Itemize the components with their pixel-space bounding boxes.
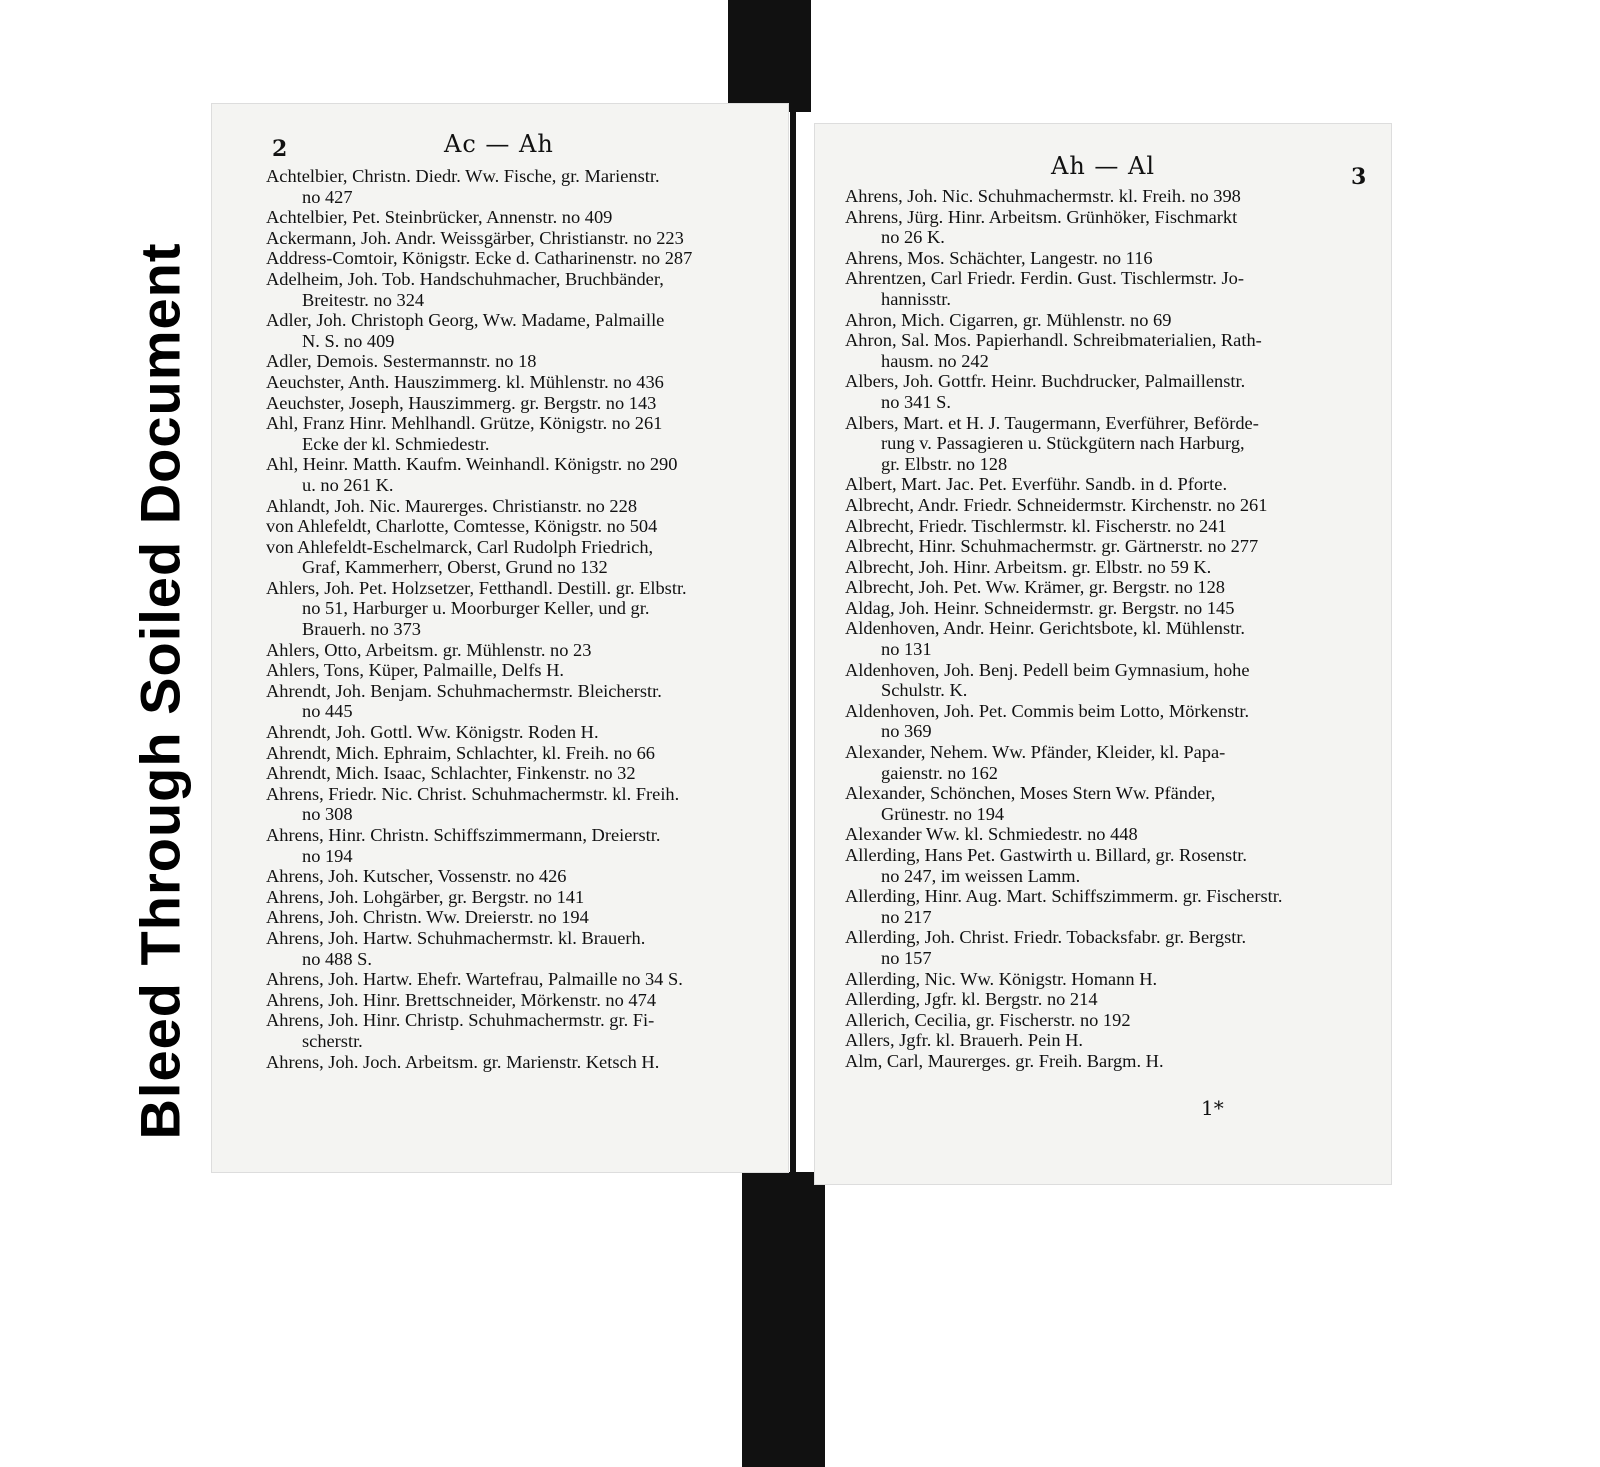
entry-line: Ahron, Mich. Cigarren, gr. Mühlenstr. no 69 [845,309,1172,330]
entry-continuation-line: gaienstr. no 162 [881,762,998,783]
entry-line: Ahrens, Joh. Nic. Schuhmachermstr. kl. Freih. no 398 [845,186,1241,206]
entry-line: Alexander Ww. kl. Schmiedestr. no 448 [845,824,1138,845]
directory-entry [845,969,1375,990]
top-binding-bar [728,0,811,112]
entry-line: Ahrens, Mos. Schächter, Langestr. no 116 [845,247,1153,268]
directory-entry [266,372,776,393]
entry-continuation-line: no 341 S. [881,391,951,412]
entry-continuation-line: Graf, Kammerherr, Oberst, Grund no 132 [302,557,608,578]
directory-entry [266,640,776,661]
entry-line: Ahrens, Hinr. Christn. Schiffszimmermann, Dreierstr. [266,825,661,845]
entry-line: Ahlandt, Joh. Nic. Maurerges. Christianstr. no 228 [266,495,638,516]
directory-entry [845,845,1375,886]
entry-line: Albrecht, Joh. Hinr. Arbeitsm. gr. Elbstr. no 59 K. [845,556,1212,577]
entry-line: Albrecht, Joh. Pet. Ww. Krämer, gr. Bergstr. no 128 [845,577,1225,598]
entry-line: Albrecht, Andr. Friedr. Schneidermstr. Kirchenstr. no 261 [845,494,1268,515]
entry-continuation-line: hausm. no 242 [881,350,989,371]
directory-entry [266,351,776,372]
entry-line: Ahrens, Joh. Joch. Arbeitsm. gr. Marienstr. Ketsch H. [266,1051,660,1072]
entry-line: Ahrens, Joh. Hartw. Ehefr. Wartefrau, Palmaille no 34 S. [266,969,683,990]
directory-entry [845,371,1375,412]
entry-line: Ahrens, Joh. Hartw. Schuhmachermstr. kl. Brauerh. [266,927,646,948]
directory-entry [845,207,1375,248]
entry-line: Alexander, Nehem. Ww. Pfänder, Kleider, kl. Papa- [845,742,1226,763]
entry-line: von Ahlefeldt, Charlotte, Comtesse, Königstr. no 504 [266,516,658,537]
entry-continuation-line: N. S. no 409 [302,330,395,351]
entry-line: Albers, Mart. et H. J. Taugermann, Everführer, Beförde- [845,412,1259,433]
directory-entry [845,577,1375,598]
entry-line: Ahlers, Otto, Arbeitsm. gr. Mühlenstr. no 23 [266,639,592,660]
directory-entry [266,413,776,454]
entry-continuation-line: Breitestr. no 324 [302,289,425,310]
stamp-box [112,186,208,1196]
entry-line: Ahrens, Joh. Kutscher, Vossenstr. no 426 [266,866,567,887]
directory-entry [266,681,776,722]
directory-entry [845,701,1375,742]
directory-entry [266,578,776,640]
entry-continuation-line: no 194 [302,845,353,866]
left-page-number: 2 [272,136,288,162]
directory-entry [845,516,1375,537]
directory-entry [845,186,1375,207]
entry-continuation-line: no 427 [302,186,353,207]
directory-entry [845,536,1375,557]
entry-line: Alexander, Schönchen, Moses Stern Ww. Pfänder, [845,783,1216,804]
bottom-binding-bar [742,1172,825,1467]
entry-line: Ahrens, Friedr. Nic. Christ. Schuhmachermstr. kl. Freih. [266,783,680,804]
entry-continuation-line: no 26 K. [881,227,945,248]
entry-line: Allerding, Hinr. Aug. Mart. Schiffszimmerm. gr. Fischerstr. [845,886,1283,907]
directory-entry [845,598,1375,619]
directory-entry [845,413,1375,475]
entry-line: Address-Comtoir, Königstr. Ecke d. Catharinenstr. no 287 [266,248,693,269]
directory-entry [266,454,776,495]
directory-entry [845,1051,1375,1072]
directory-entry [845,618,1375,659]
entry-line: Albrecht, Friedr. Tischlermstr. kl. Fischerstr. no 241 [845,515,1227,536]
entry-line: Aldenhoven, Andr. Heinr. Gerichtsbote, kl. Mühlenstr. [845,618,1245,639]
bleed-through-soiled-stamp: Bleed Through Soiled Document [128,242,192,1140]
directory-entry [845,742,1375,783]
entry-line: Allerding, Hans Pet. Gastwirth u. Billard, gr. Rosenstr. [845,845,1248,865]
entry-line: Ahrens, Joh. Hinr. Brettschneider, Mörkenstr. no 474 [266,989,657,1010]
entry-continuation-line: no 445 [302,701,353,722]
entry-continuation-line: no 217 [881,906,932,927]
entry-line: Aldenhoven, Joh. Benj. Pedell beim Gymnasium, hohe [845,659,1250,680]
entry-continuation-line: rung v. Passagieren u. Stückgütern nach Harburg, [881,433,1245,454]
directory-entry [845,268,1375,309]
right-page [815,124,1391,1184]
directory-entry [845,886,1375,927]
entry-line: Aeuchster, Joseph, Hauszimmerg. gr. Bergstr. no 143 [266,392,657,413]
entry-continuation-line: no 488 S. [302,948,372,969]
entry-line: Allerding, Jgfr. kl. Bergstr. no 214 [845,989,1098,1010]
directory-entry [845,474,1375,495]
directory-entry [845,783,1375,824]
directory-entry [845,310,1375,331]
directory-entry [266,516,776,537]
entry-line: Aldag, Joh. Heinr. Schneidermstr. gr. Bergstr. no 145 [845,597,1235,618]
entry-continuation-line: no 157 [881,947,932,968]
directory-entry [845,495,1375,516]
entry-line: Allerding, Nic. Ww. Königstr. Homann H. [845,968,1158,989]
directory-entry [845,1010,1375,1031]
directory-entry [266,228,776,249]
entry-line: Ahrens, Joh. Christn. Ww. Dreierstr. no 194 [266,907,589,928]
directory-entry [266,166,776,207]
directory-entry [845,660,1375,701]
entry-line: Ackermann, Joh. Andr. Weissgärber, Christianstr. no 223 [266,227,684,248]
entry-line: Allers, Jgfr. kl. Brauerh. Pein H. [845,1030,1084,1051]
entry-line: Adelheim, Joh. Tob. Handschuhmacher, Bruchbänder, [266,268,664,289]
directory-entry [266,887,776,908]
entry-continuation-line: u. no 261 K. [302,474,394,495]
entry-continuation-line: no 369 [881,721,932,742]
directory-entry [845,330,1375,371]
entry-line: Ahrens, Joh. Lohgärber, gr. Bergstr. no 141 [266,886,585,907]
directory-entry [845,1030,1375,1051]
entry-line: Ahrendt, Joh. Gottl. Ww. Königstr. Roden H. [266,722,599,743]
directory-entry [266,310,776,351]
directory-entry [845,248,1375,269]
directory-entry [266,1052,776,1073]
entry-continuation-line: Brauerh. no 373 [302,619,422,640]
directory-entry [845,989,1375,1010]
entry-continuation-line: scherstr. [302,1030,363,1051]
entry-line: von Ahlefeldt-Eschelmarck, Carl Rudolph Friedrich, [266,536,654,557]
directory-entry [266,866,776,887]
entry-line: Allerding, Joh. Christ. Friedr. Tobacksfabr. gr. Bergstr. [845,927,1247,948]
entry-line: Adler, Joh. Christoph Georg, Ww. Madame, Palmaille [266,310,665,331]
entry-line: Achtelbier, Pet. Steinbrücker, Annenstr. no 409 [266,207,613,228]
entry-line: Albrecht, Hinr. Schuhmachermstr. gr. Gärtnerstr. no 277 [845,536,1259,557]
directory-entry [266,825,776,866]
entry-line: Ahrendt, Mich. Isaac, Schlachter, Finkenstr. no 32 [266,763,636,784]
directory-entry [845,927,1375,968]
entry-continuation-line: Ecke der kl. Schmiedestr. [302,433,490,454]
directory-entry [266,248,776,269]
entry-line: Ahrendt, Joh. Benjam. Schuhmachermstr. Bleicherstr. [266,680,662,701]
right-page-number: 3 [1351,164,1367,190]
directory-entry [845,824,1375,845]
entry-line: Ahrens, Jürg. Hinr. Arbeitsm. Grünhöker, Fischmarkt [845,206,1238,227]
directory-entry [266,496,776,517]
entry-line: Ahron, Sal. Mos. Papierhandl. Schreibmaterialien, Rath- [845,330,1262,351]
entry-line: Achtelbier, Christn. Diedr. Ww. Fische, gr. Marienstr. [266,166,660,186]
entry-line: Albers, Joh. Gottfr. Heinr. Buchdrucker, Palmaillenstr. [845,371,1246,392]
left-entry-list [266,166,776,1072]
right-entry-list [845,186,1375,1072]
entry-line: Alm, Carl, Maurerges. gr. Freih. Bargm. H. [845,1050,1164,1071]
directory-entry [266,393,776,414]
entry-line: Ahlers, Tons, Küper, Palmaille, Delfs H. [266,660,564,681]
entry-line: Ahl, Heinr. Matth. Kaufm. Weinhandl. Königstr. no 290 [266,454,678,475]
directory-entry [266,784,776,825]
directory-entry [266,660,776,681]
directory-entry [266,907,776,928]
directory-entry [845,557,1375,578]
directory-entry [266,928,776,969]
entry-line: Ahrentzen, Carl Friedr. Ferdin. Gust. Tischlermstr. Jo- [845,268,1244,289]
entry-line: Ahrendt, Mich. Ephraim, Schlachter, kl. Freih. no 66 [266,742,655,763]
entry-continuation-line: no 308 [302,804,353,825]
entry-line: Adler, Demois. Sestermannstr. no 18 [266,351,537,372]
entry-line: Ahrens, Joh. Hinr. Christp. Schuhmachermstr. gr. Fi- [266,1010,655,1031]
entry-continuation-line: no 51, Harburger u. Moorburger Keller, und gr. [302,598,650,619]
right-page-header: Ah — Al [1051,152,1156,180]
directory-entry [266,207,776,228]
left-page-header: Ac — Ah [444,130,554,158]
entry-continuation-line: Grünestr. no 194 [881,803,1005,824]
directory-entry [266,743,776,764]
entry-line: Aldenhoven, Joh. Pet. Commis beim Lotto, Mörkenstr. [845,700,1250,721]
entry-continuation-line: no 247, im weissen Lamm. [881,865,1081,886]
entry-line: Ahl, Franz Hinr. Mehlhandl. Grütze, Königstr. no 261 [266,413,663,434]
directory-entry [266,969,776,990]
signature-mark: 1* [1201,1096,1224,1120]
entry-continuation-line: Schulstr. K. [881,680,968,701]
entry-continuation-line: hannisstr. [881,288,951,309]
directory-entry [266,990,776,1011]
entry-line: Allerich, Cecilia, gr. Fischerstr. no 192 [845,1009,1131,1030]
directory-entry [266,1010,776,1051]
directory-entry [266,269,776,310]
entry-continuation-line: gr. Elbstr. no 128 [881,453,1008,474]
left-page [212,104,788,1172]
directory-entry [266,722,776,743]
entry-continuation-line: no 131 [881,639,932,660]
entry-line: Albert, Mart. Jac. Pet. Everführ. Sandb. in d. Pforte. [845,474,1228,495]
directory-entry [266,537,776,578]
entry-line: Aeuchster, Anth. Hauszimmerg. kl. Mühlenstr. no 436 [266,371,664,392]
entry-line: Ahlers, Joh. Pet. Holzsetzer, Fetthandl. Destill. gr. Elbstr. [266,577,687,598]
directory-entry [266,763,776,784]
spine-line [790,112,796,1172]
